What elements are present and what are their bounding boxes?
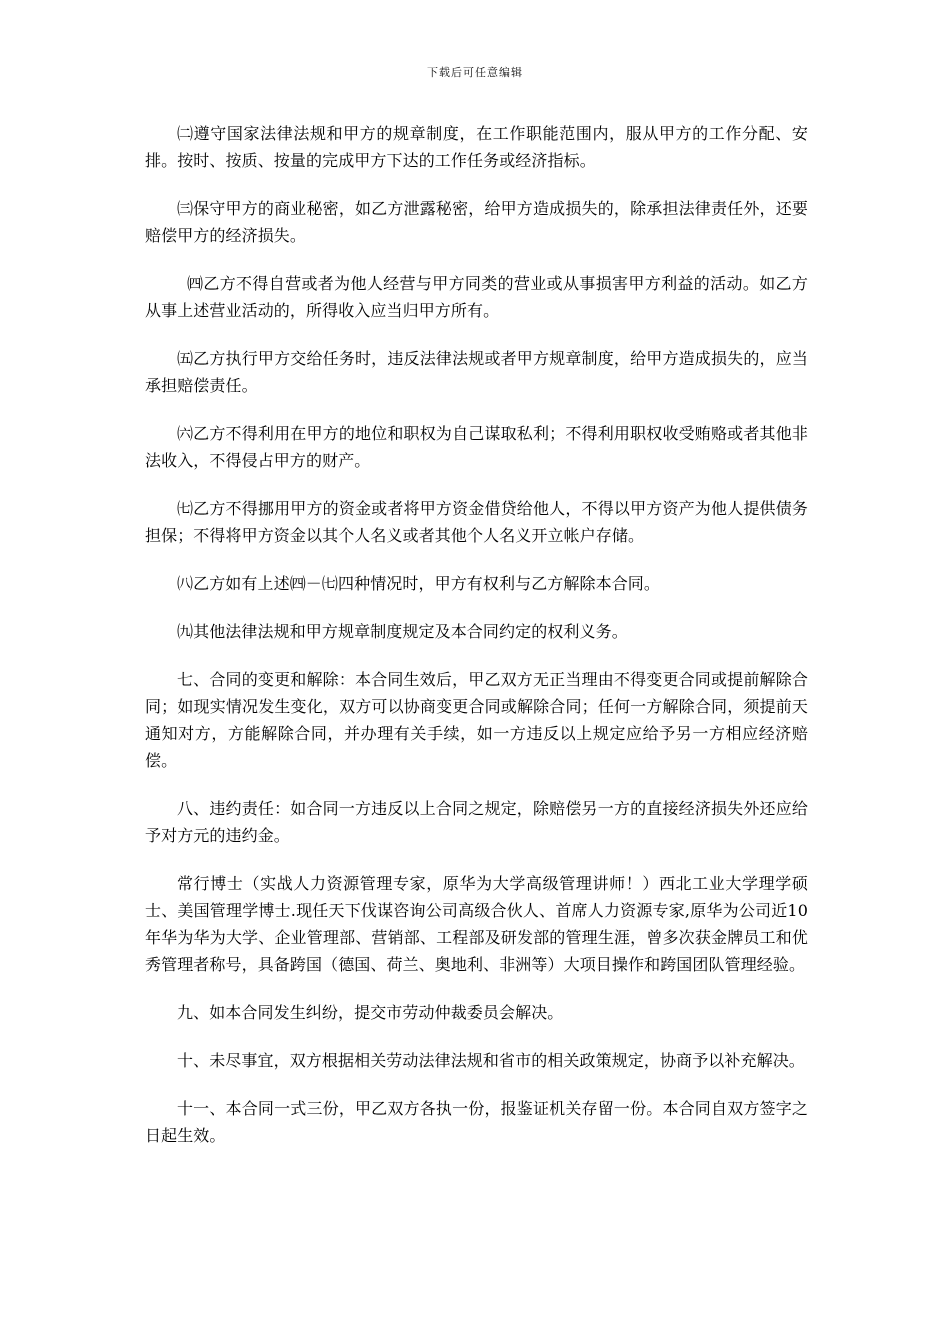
- clause-2-compliance: ㈡遵守国家法律法规和甲方的规章制度，在工作职能范围内，服从甲方的工作分配、安排。按时、按质、按量的完成甲方下达的工作任务或经济指标。: [145, 124, 808, 170]
- author-bio: 常行博士（实战人力资源管理专家，原华为大学高级管理讲师！）西北工业大学理学硕士、美国管理学博士.现任天下伐谋咨询公司高级合伙人、首席人力资源专家,原华为公司近10年华为华为大学、企业管理部、营销部、工程部及研发部的管理生涯，曾多次获金牌员工和优秀管理者称号，具备跨国（德国、荷兰、奥地利、非洲等）大项目操作和跨国团队管理经验。: [145, 874, 808, 974]
- clause-7-funds: ㈦乙方不得挪用甲方的资金或者将甲方资金借贷给他人，不得以甲方资产为他人提供债务担保；不得将甲方资金以其个人名义或者其他个人名义开立帐户存储。: [145, 499, 808, 545]
- section-10-supplements: 十、未尽事宜，双方根据相关劳动法律法规和省市的相关政策规定，协商予以补充解决。: [177, 1051, 805, 1070]
- section-8-breach: 八、违约责任：如合同一方违反以上合同之规定，除赔偿另一方的直接经济损失外还应给予对方元的违约金。: [145, 799, 808, 845]
- clause-5-liability: ㈤乙方执行甲方交给任务时，违反法律法规或者甲方规章制度，给甲方造成损失的，应当承担赔偿责任。: [145, 349, 808, 395]
- section-9-disputes: 九、如本合同发生纠纷，提交市劳动仲裁委员会解决。: [177, 1003, 564, 1022]
- clause-6-no-abuse: ㈥乙方不得利用在甲方的地位和职权为自己谋取私利；不得利用职权收受贿赂或者其他非法收入，不得侵占甲方的财产。: [145, 424, 808, 470]
- clause-4-non-compete: ㈣乙方不得自营或者为他人经营与甲方同类的营业或从事损害甲方利益的活动。如乙方从事上述营业活动的，所得收入应当归甲方所有。: [145, 274, 808, 320]
- section-7-change-termination: 七、合同的变更和解除：本合同生效后，甲乙双方无正当理由不得变更合同或提前解除合同；如现实情况发生变化，双方可以协商变更合同或解除合同；任何一方解除合同，须提前天通知对方，方能解除合同，并办理有关手续，如一方违反以上规定应给予另一方相应经济赔偿。: [145, 670, 808, 770]
- document-body: [145, 120, 808, 1170]
- clause-3-confidentiality: ㈢保守甲方的商业秘密，如乙方泄露秘密，给甲方造成损失的，除承担法律责任外，还要赔偿甲方的经济损失。: [145, 199, 808, 245]
- section-11-copies: 十一、本合同一式三份，甲乙双方各执一份，报鉴证机关存留一份。本合同自双方签字之日起生效。: [145, 1099, 808, 1145]
- clause-9-other-rights: ㈨其他法律法规和甲方规章制度规定及本合同约定的权利义务。: [177, 622, 628, 641]
- page-header: 下载后可任意编辑: [427, 66, 523, 79]
- clause-8-termination-right: ㈧乙方如有上述㈣－㈦四种情况时，甲方有权利与乙方解除本合同。: [177, 574, 661, 593]
